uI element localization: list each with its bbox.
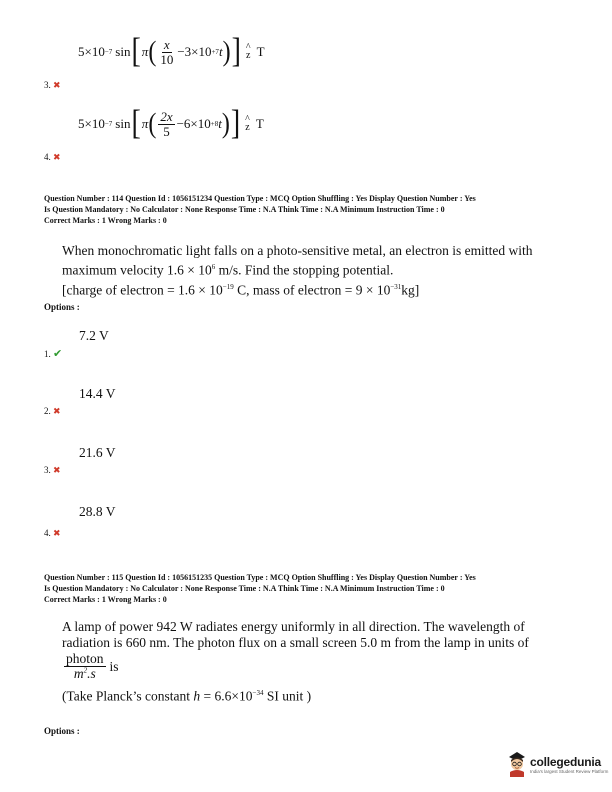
option-number: 2. bbox=[44, 406, 51, 416]
fraction-denominator bbox=[72, 667, 98, 681]
unit-vector-letter: z bbox=[246, 50, 251, 62]
text-segment: [charge of electron = 1.6 × 10 bbox=[62, 282, 223, 297]
right-bracket: ] bbox=[230, 104, 241, 143]
photon-flux-fraction bbox=[64, 652, 106, 681]
q114-option-2-label bbox=[44, 406, 61, 417]
q115-planck-line bbox=[62, 685, 542, 705]
text-segment: = 6.6×10 bbox=[200, 688, 253, 704]
q114-marks: Correct Marks : 1 Wrong Marks : 0 bbox=[44, 216, 167, 225]
q115-meta-line1: Question Number : 115 Question Id : 1056151235 Question Type : MCQ Option Shuffling : Yes Display Question Number : Yes bbox=[44, 573, 476, 582]
wrong-icon: ✖ bbox=[53, 465, 61, 475]
wrong-icon: ✖ bbox=[53, 80, 61, 90]
left-paren: ( bbox=[148, 108, 157, 140]
collegedunia-logo bbox=[506, 751, 608, 777]
sin-function: sin bbox=[115, 44, 131, 60]
left-bracket: [ bbox=[131, 32, 141, 71]
fraction bbox=[158, 38, 175, 66]
fraction-numerator: photon bbox=[66, 651, 104, 666]
unit: T bbox=[256, 44, 265, 60]
logo-text bbox=[530, 755, 608, 774]
logo-tagline: India's largest Student Review Platform bbox=[530, 768, 609, 774]
fraction-numerator: x bbox=[163, 37, 170, 52]
wrong-icon: ✖ bbox=[53, 528, 61, 538]
unit-vector: ^ z bbox=[245, 42, 251, 62]
pi-symbol: π bbox=[141, 44, 149, 60]
q114-text-line2 bbox=[62, 259, 542, 279]
wrong-icon: ✖ bbox=[53, 152, 61, 162]
pi-symbol: π bbox=[141, 116, 149, 132]
q114-text-line1: When monochromatic light falls on a photo-sensitive metal, an electron is emitted with bbox=[62, 243, 533, 258]
denominator-base: m bbox=[73, 666, 84, 682]
planck-symbol: h bbox=[193, 688, 201, 704]
text-segment: kg] bbox=[401, 282, 420, 297]
option-number: 3. bbox=[44, 465, 51, 475]
text-segment: maximum velocity 1.6 × 10 bbox=[62, 262, 212, 278]
option-number: 1. bbox=[44, 349, 51, 359]
exponent: −34 bbox=[252, 689, 264, 698]
right-paren: ) bbox=[222, 36, 231, 68]
term-exponent: +8 bbox=[210, 120, 219, 129]
q114-meta-line1: Question Number : 114 Question Id : 1056151234 Question Type : MCQ Option Shuffling : Yes Display Question Number : Yes bbox=[44, 194, 476, 203]
fraction-numerator: 2x bbox=[160, 109, 173, 124]
q114-option-2-value[interactable]: 14.4 V bbox=[79, 386, 116, 401]
exponent: 6 bbox=[211, 263, 216, 271]
unit: T bbox=[255, 116, 264, 132]
option-number: 4. bbox=[44, 152, 51, 162]
amplitude-exponent: −7 bbox=[104, 120, 113, 129]
minus-term: −3×10 bbox=[177, 44, 212, 60]
q114-option-1-value[interactable]: 7.2 V bbox=[79, 328, 109, 343]
amplitude-exponent: −7 bbox=[104, 48, 113, 57]
q115-meta bbox=[44, 572, 574, 605]
amplitude: 5×10 bbox=[78, 44, 105, 60]
q115-units-line bbox=[62, 652, 542, 681]
fraction-denominator: 5 bbox=[163, 123, 170, 139]
q114-option-1-label bbox=[44, 347, 62, 360]
time-variable: t bbox=[218, 116, 222, 132]
q115-text-line2: radiation is 660 nm. The photon flux on a small screen 5.0 m from the lamp in units of bbox=[62, 635, 529, 650]
q115-options-label: Options : bbox=[44, 726, 80, 736]
exponent: −19 bbox=[222, 282, 234, 291]
denominator-exponent: 2 bbox=[83, 666, 88, 675]
check-icon: ✔ bbox=[53, 348, 63, 360]
q114-meta bbox=[44, 193, 574, 226]
right-paren: ) bbox=[221, 108, 230, 140]
option-3-formula bbox=[78, 32, 265, 71]
text-segment: C, mass of electron = 9 × 10 bbox=[233, 282, 391, 297]
mascot-icon bbox=[506, 751, 528, 777]
q115-marks: Correct Marks : 1 Wrong Marks : 0 bbox=[44, 595, 167, 604]
text-segment: SI unit ) bbox=[263, 688, 312, 704]
q114-question-text bbox=[62, 243, 542, 298]
q115-text-line1: A lamp of power 942 W radiates energy uniformly in all direction. The wavelength of bbox=[62, 619, 525, 634]
unit-vector-letter: z bbox=[245, 122, 250, 134]
q114-meta-line2: Is Question Mandatory : No Calculator : None Response Time : N.A Think Time : N.A Minimum Instruction Time : 0 bbox=[44, 205, 445, 214]
option-4-label bbox=[44, 152, 61, 163]
term-exponent: +7 bbox=[211, 48, 219, 57]
logo-name: collegedunia bbox=[530, 754, 601, 769]
q114-option-4-value[interactable]: 28.8 V bbox=[79, 504, 116, 519]
fraction-denominator: 10 bbox=[160, 51, 174, 67]
right-bracket: ] bbox=[231, 32, 241, 71]
fraction bbox=[158, 110, 174, 138]
minus-term: −6×10 bbox=[176, 116, 211, 132]
q114-options-label: Options : bbox=[44, 302, 80, 312]
q115-question-text bbox=[62, 619, 542, 705]
amplitude: 5×10 bbox=[78, 116, 105, 132]
option-3-label bbox=[44, 80, 61, 91]
fraction-suffix: is bbox=[109, 658, 119, 674]
text-segment: (Take Planck’s constant bbox=[62, 688, 194, 704]
q115-meta-line2: Is Question Mandatory : No Calculator : None Response Time : N.A Think Time : N.A Minimum Instruction Time : 0 bbox=[44, 584, 445, 593]
unit-vector: ^ z bbox=[245, 114, 250, 134]
left-bracket: [ bbox=[131, 104, 141, 143]
time-variable: t bbox=[218, 44, 223, 60]
q114-option-3-value[interactable]: 21.6 V bbox=[79, 445, 116, 460]
denominator-suffix: .s bbox=[87, 666, 96, 682]
text-segment: m/s. Find the stopping potential. bbox=[215, 262, 394, 278]
left-paren: ( bbox=[148, 36, 157, 68]
option-4-formula bbox=[78, 104, 264, 143]
option-number: 4. bbox=[44, 528, 51, 538]
q114-option-4-label bbox=[44, 528, 61, 539]
exponent: −31 bbox=[390, 282, 402, 291]
wrong-icon: ✖ bbox=[53, 406, 61, 416]
sin-function: sin bbox=[115, 116, 131, 132]
q114-option-3-label bbox=[44, 465, 61, 476]
option-number: 3. bbox=[44, 80, 51, 90]
q114-text-line3 bbox=[62, 279, 542, 299]
